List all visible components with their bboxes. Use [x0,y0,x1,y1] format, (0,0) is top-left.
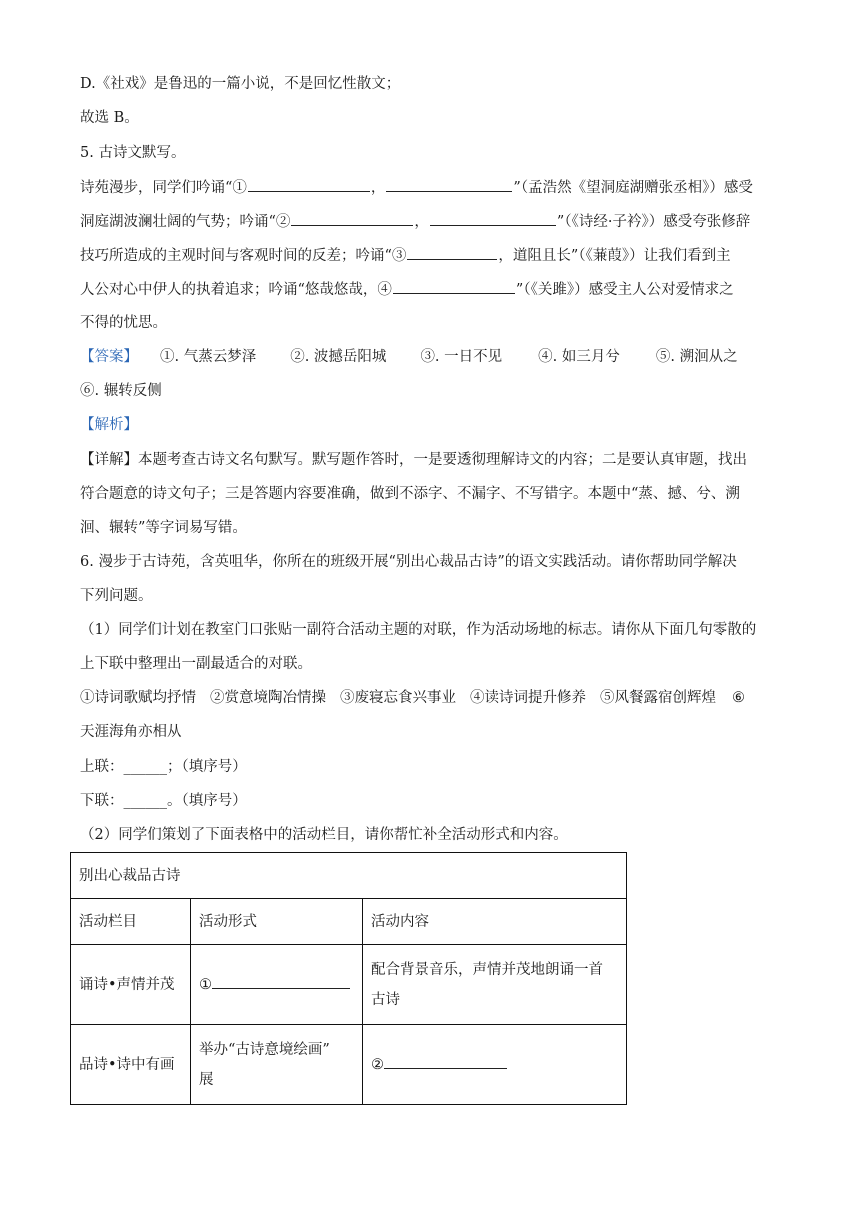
q5-line-3: 技巧所造成的主观时间与客观时间的反差；吟诵“③ ，道阻且长”（《蒹葭》）让我们看到主 [80,245,731,266]
text-line: D.《社戏》是鲁迅的一篇小说，不是回忆性散文； [80,76,401,92]
blank-2[interactable] [386,177,512,192]
table-title: 别出心裁品古诗 [71,853,627,899]
option: 天涯海角亦相从 [80,724,182,740]
blank-6[interactable] [393,279,515,294]
blank-content[interactable] [384,1054,507,1069]
table-cell: 举办“古诗意境绘画” 展 [191,1025,363,1105]
options-line [80,688,745,708]
question-5-title: 5. 古诗文默写。 [80,145,186,161]
sub-question-1: （1）同学们计划在教室门口张贴一副符合活动主题的对联，作为活动场地的标志。请你从下面几句零散的 [80,622,757,638]
blank-5[interactable] [407,245,497,260]
answer-item: ⑤. 溯洄从之 [655,349,738,365]
analysis-tag: 【解析】 [80,417,138,433]
table-cell: ② [363,1025,627,1105]
table-row [71,1025,627,1105]
detail-line: 符合题意的诗文句子；三是答题内容要准确，做到不添字、不漏字、不写错字。本题中“蒸、撼、兮、溯 [80,486,740,502]
text-line: 下列问题。 [80,588,153,604]
table-header: 活动形式 [191,899,363,945]
option: ⑥ [732,690,745,706]
table-row [71,945,627,1025]
question-6-title: 6. 漫步于古诗苑，含英咀华，你所在的班级开展“别出心裁品古诗”的语文实践活动。请你帮助同学解决 [80,554,737,570]
activity-table [70,852,627,1105]
text-line: 故选 B。 [80,110,139,126]
table-cell: 配合背景音乐，声情并茂地朗诵一首 古诗 [363,945,627,1025]
option: ③废寝忘食兴事业 [340,690,456,706]
answer-item: ④. 如三月兮 [538,349,620,365]
option: ⑤风餐露宿创辉煌 [600,690,716,706]
table-cell: 品诗•诗中有画 [71,1025,191,1105]
lower-couplet-answer[interactable]: 下联：______。（填序号） [80,793,247,809]
option: ①诗词歌赋均抒情 [80,690,196,706]
blank-form[interactable] [212,974,350,989]
table-cell: 诵诗•声情并茂 [71,945,191,1025]
q5-line-4: 人公对心中伊人的执着追求；吟诵“悠哉悠哉，④ ”（《关雎》）感受主人公对爱情求之 [80,279,734,300]
upper-couplet-answer[interactable]: 上联：______；（填序号） [80,759,247,775]
blank-1[interactable] [248,177,370,192]
answer-line [80,347,738,367]
answer-tag: 【答案】 [80,349,138,365]
answer-item: ③. 一日不见 [420,349,503,365]
sub-question-2: （2）同学们策划了下面表格中的活动栏目，请你帮忙补全活动形式和内容。 [80,827,568,843]
text-line: 上下联中整理出一副最适合的对联。 [80,656,312,672]
option: ④读诗词提升修养 [470,690,586,706]
option: ②赏意境陶冶情操 [210,690,326,706]
table-header: 活动栏目 [71,899,191,945]
blank-3[interactable] [291,211,413,226]
answer-item: ⑥. 辗转反侧 [80,383,162,399]
detail-line: 【详解】本题考查古诗文名句默写。默写题作答时，一是要透彻理解诗文的内容；二是要认真审题，找出 [80,452,747,468]
detail-line: 洄、辗转”等字词易写错。 [80,520,247,536]
table-cell: ① [191,945,363,1025]
text-line: 不得的忧思。 [80,315,167,331]
q5-line-1: 诗苑漫步，同学们吟诵“① ， ”（孟浩然《望洞庭湖赠张丞相》）感受 [80,177,753,198]
blank-4[interactable] [430,211,556,226]
answer-item: ②. 波撼岳阳城 [290,349,387,365]
answer-item: ①. 气蒸云梦泽 [160,349,257,365]
q5-line-2: 洞庭湖波澜壮阔的气势；吟诵“② ， ”（《诗经·子衿》）感受夸张修辞 [80,211,750,232]
table-header: 活动内容 [363,899,627,945]
